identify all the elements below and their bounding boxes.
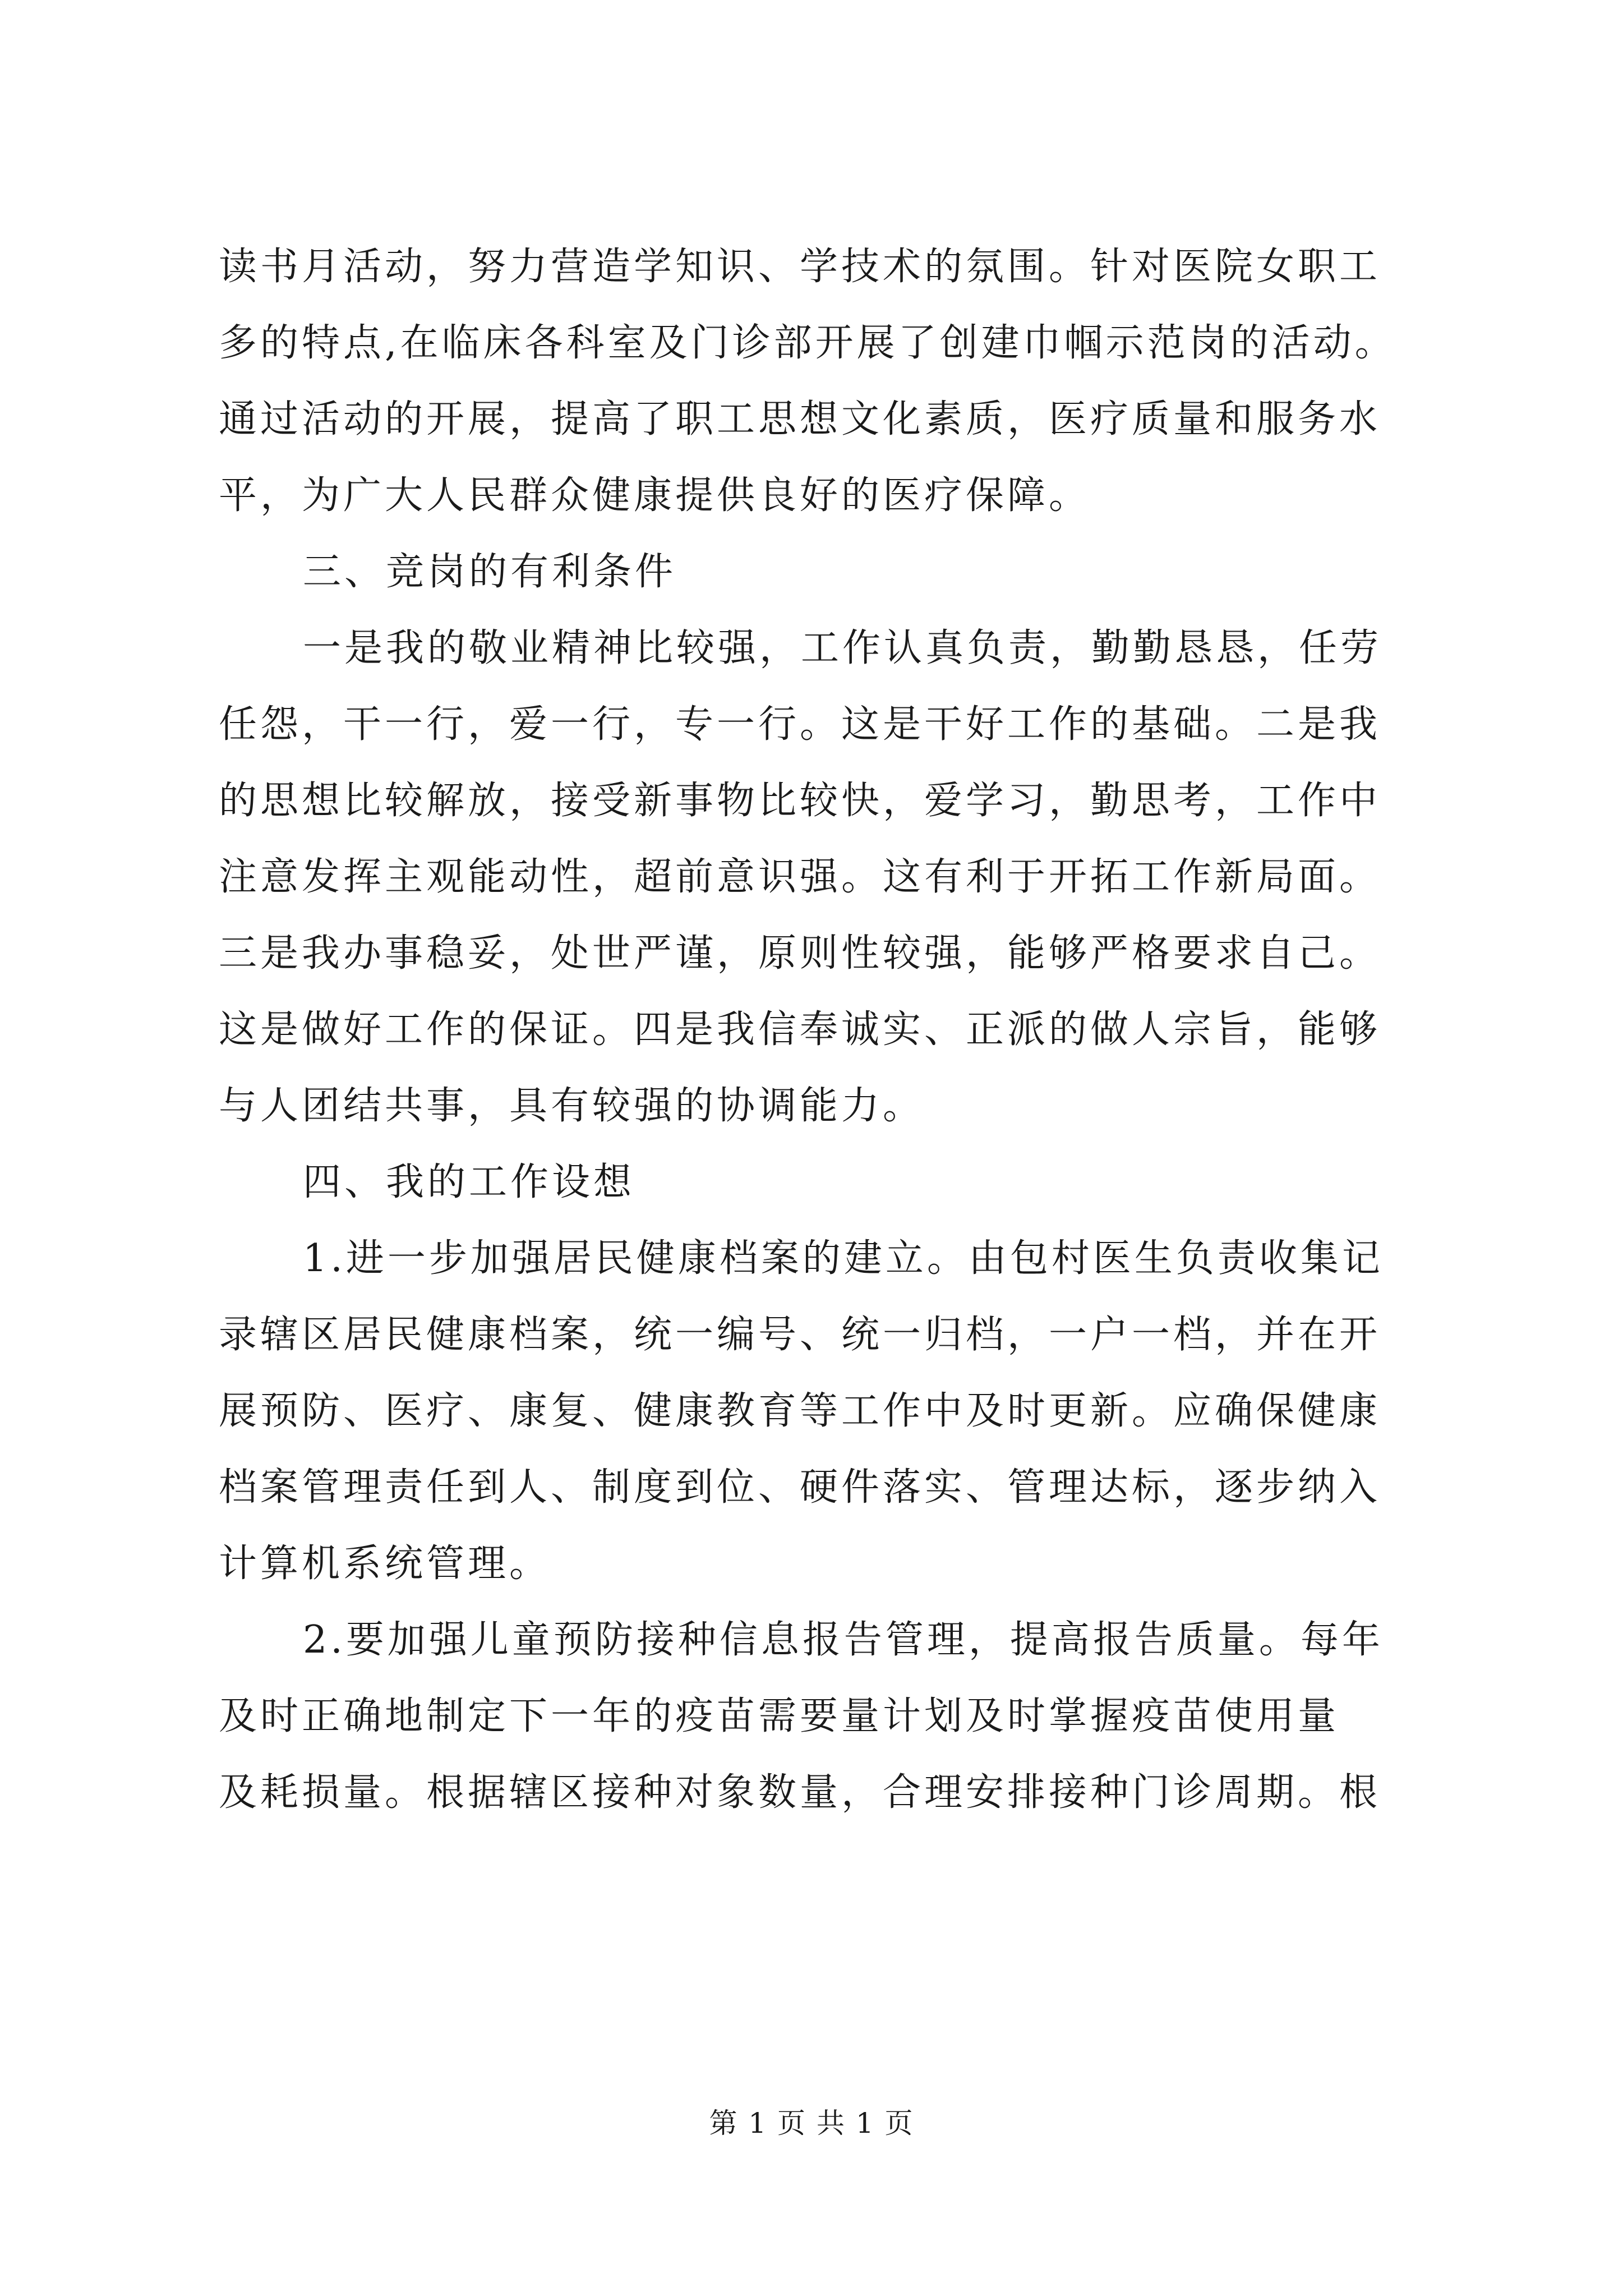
body-line: 通过活动的开展，提高了职工思想文化素质，医疗质量和服务水 <box>219 397 1381 441</box>
body-line: 多的特点,在临床各科室及门诊部开展了创建巾帼示范岗的活动。 <box>219 321 1396 365</box>
body-line: 展预防、医疗、康复、健康教育等工作中及时更新。应确保健康 <box>219 1389 1381 1433</box>
body-line: 与人团结共事，具有较强的协调能力。 <box>219 1084 925 1128</box>
section-heading: 三、竞岗的有利条件 <box>303 550 677 594</box>
body-line: 平，为广大人民群众健康提供良好的医疗保障。 <box>219 473 1091 518</box>
section-heading: 四、我的工作设想 <box>303 1160 635 1204</box>
body-line: 档案管理责任到人、制度到位、硬件落实、管理达标，逐步纳入 <box>219 1465 1381 1510</box>
body-line: 这是做好工作的保证。四是我信奉诚实、正派的做人宗旨，能够 <box>219 1007 1381 1052</box>
body-line: 及耗损量。根据辖区接种对象数量，合理安排接种门诊周期。根 <box>219 1770 1381 1815</box>
body-line: 一是我的敬业精神比较强，工作认真负责，勤勤恳恳，任劳 <box>303 626 1382 670</box>
body-line: 计算机系统管理。 <box>219 1542 551 1586</box>
body-line: 三是我办事稳妥，处世严谨，原则性较强，能够严格要求自己。 <box>219 931 1381 976</box>
body-line: 读书月活动，努力营造学知识、学技术的氛围。针对医院女职工 <box>219 245 1381 289</box>
body-line: 1.进一步加强居民健康档案的建立。由包村医生负责收集记 <box>303 1236 1384 1281</box>
body-line: 注意发挥主观能动性，超前意识强。这有利于开拓工作新局面。 <box>219 855 1381 899</box>
body-line: 2.要加强儿童预防接种信息报告管理，提高报告质量。每年 <box>303 1618 1384 1662</box>
body-line: 及时正确地制定下一年的疫苗需要量计划及时掌握疫苗使用量 <box>219 1694 1340 1738</box>
page-footer: 第 1 页 共 1 页 <box>709 2107 914 2139</box>
body-line: 的思想比较解放，接受新事物比较快，爱学习，勤思考，工作中 <box>219 779 1381 823</box>
body-line: 录辖区居民健康档案，统一编号、统一归档，一户一档，并在开 <box>219 1313 1381 1357</box>
body-line: 任怨，干一行，爱一行，专一行。这是干好工作的基础。二是我 <box>219 702 1381 747</box>
